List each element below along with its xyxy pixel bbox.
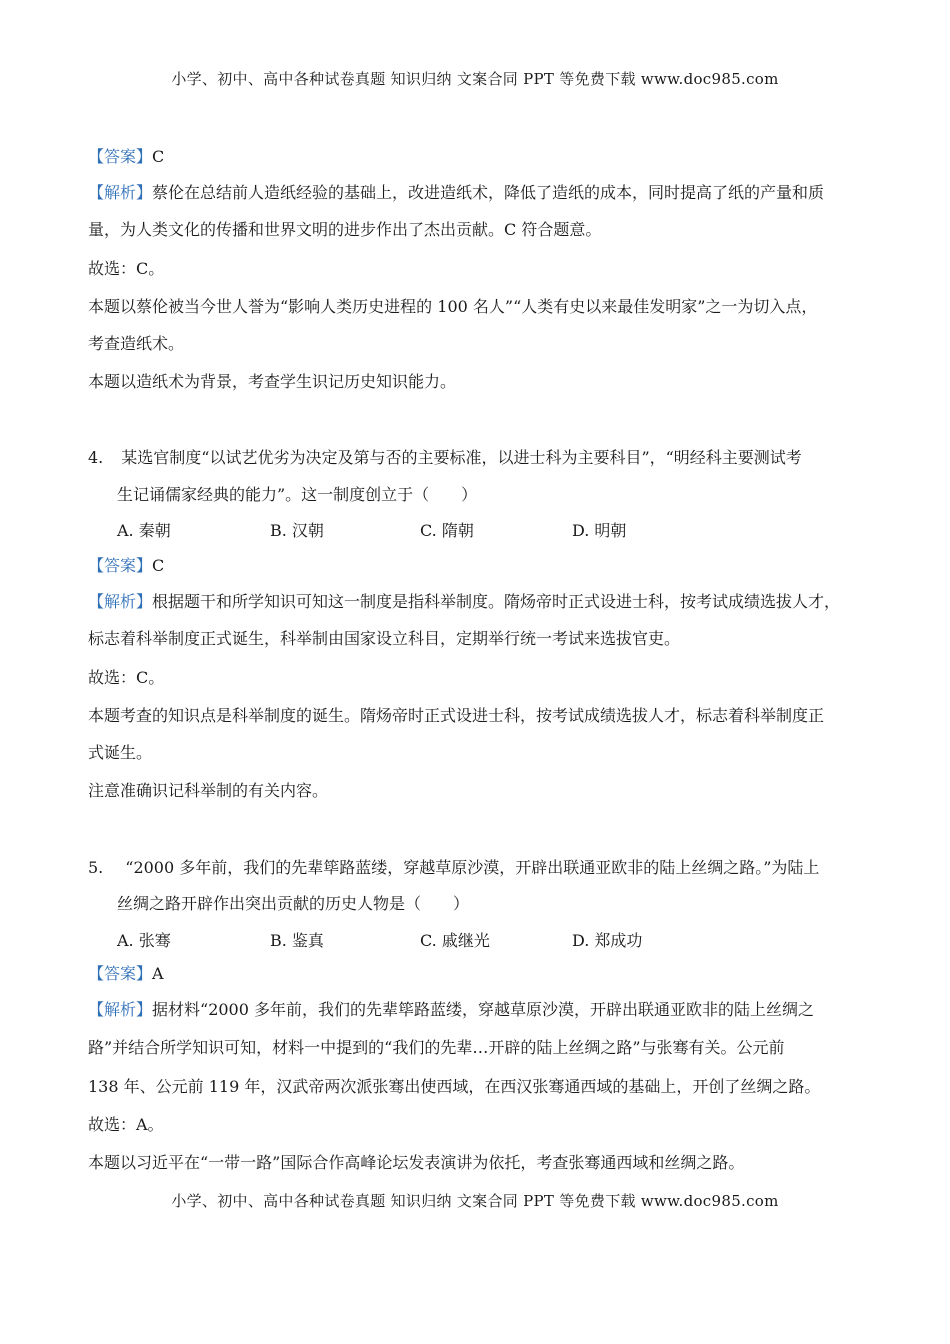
q5-answer-line <box>88 964 164 984</box>
q5-option-b: B. 鉴真 <box>270 931 324 950</box>
q4-note-2: 式诞生。 <box>88 743 153 762</box>
q3-analysis-text-1: 蔡伦在总结前人造纸经验的基础上，改进造纸术，降低了造纸的成本，同时提高了纸的产量和质 <box>152 183 825 202</box>
q3-note-3: 本题以造纸术为背景，考查学生识记历史知识能力。 <box>88 372 457 391</box>
q5-analysis-line-3: 138 年、公元前 119 年，汉武帝两次派张骞出使西域，在西汉张骞通西域的基础上，开创了丝绸之路。 <box>88 1077 821 1096</box>
q5-stem-line-2: 丝绸之路开辟作出突出贡献的历史人物是（ ） <box>117 894 470 913</box>
q4-note-3: 注意准确识记科举制的有关内容。 <box>88 781 329 800</box>
q4-answer-line <box>88 556 164 576</box>
q4-option-a: A. 秦朝 <box>117 521 171 540</box>
q5-analysis-text-1: 据材料“2000 多年前，我们的先辈筚路蓝缕，穿越草原沙漠，开辟出联通亚欧非的陆上丝绸之 <box>152 1000 815 1019</box>
q4-stem-line-1 <box>88 448 802 468</box>
q4-number: 4. <box>88 448 104 467</box>
q4-option-c: C. 隋朝 <box>420 521 474 540</box>
q4-option-b: B. 汉朝 <box>270 521 324 540</box>
q5-number: 5. <box>88 858 104 877</box>
q3-choose: 故选：C。 <box>88 259 165 278</box>
q5-answer: A <box>152 964 164 983</box>
page-header: 小学、初中、高中各种试卷真题 知识归纳 文案合同 PPT 等免费下载 www.doc985.com <box>171 70 779 88</box>
answer-label: 【答案】 <box>88 964 153 983</box>
q5-option-a: A. 张骞 <box>117 931 171 950</box>
q5-analysis-line-1 <box>88 1000 814 1020</box>
q5-option-d: D. 郑成功 <box>572 931 643 950</box>
q4-analysis-line-2: 标志着科举制度正式诞生，科举制由国家设立科目，定期举行统一考试来选拔官吏。 <box>88 629 681 648</box>
q3-answer-line <box>88 147 164 167</box>
q4-stem-line-2: 生记诵儒家经典的能力”。这一制度创立于（ ） <box>117 485 478 504</box>
answer-label: 【答案】 <box>88 556 153 575</box>
q4-answer: C <box>152 556 165 575</box>
q3-note-2: 考查造纸术。 <box>88 334 185 353</box>
q3-analysis-line-2: 量，为人类文化的传播和世界文明的进步作出了杰出贡献。C 符合题意。 <box>88 220 602 239</box>
q5-option-c: C. 戚继光 <box>420 931 490 950</box>
q5-stem-line-1 <box>88 858 819 878</box>
q3-analysis-line-1 <box>88 183 824 203</box>
page-footer: 小学、初中、高中各种试卷真题 知识归纳 文案合同 PPT 等免费下载 www.doc985.com <box>171 1192 779 1210</box>
q5-analysis-line-2: 路”并结合所学知识可知，材料一中提到的“我们的先辈…开辟的陆上丝绸之路”与张骞有关。公元前 <box>88 1038 785 1057</box>
analysis-label: 【解析】 <box>88 1000 153 1019</box>
analysis-label: 【解析】 <box>88 592 153 611</box>
q5-choose: 故选：A。 <box>88 1115 164 1134</box>
q4-stem-text-1: 某选官制度“以试艺优劣为决定及第与否的主要标准，以进士科为主要科目”，“明经科主要测试考 <box>121 448 802 467</box>
q4-note-1: 本题考查的知识点是科举制度的诞生。隋炀帝时正式设进士科，按考试成绩选拔人才，标志着科举制度正 <box>88 706 825 725</box>
q4-choose: 故选：C。 <box>88 668 165 687</box>
q4-analysis-line-1 <box>88 592 840 612</box>
q3-answer: C <box>152 147 165 166</box>
q5-note-1: 本题以习近平在“一带一路”国际合作高峰论坛发表演讲为依托，考查张骞通西域和丝绸之路。 <box>88 1153 745 1172</box>
q4-analysis-text-1: 根据题干和所学知识可知这一制度是指科举制度。隋炀帝时正式设进士科，按考试成绩选拔人才， <box>152 592 841 611</box>
q5-stem-text-1: “2000 多年前，我们的先辈筚路蓝缕，穿越草原沙漠，开辟出联通亚欧非的陆上丝绸之路。”为陆上 <box>125 858 820 877</box>
answer-label: 【答案】 <box>88 147 153 166</box>
q3-note-1: 本题以蔡伦被当今世人誉为“影响人类历史进程的 100 名人”“人类有史以来最佳发明家”之一为切入点， <box>88 297 818 316</box>
analysis-label: 【解析】 <box>88 183 153 202</box>
q4-option-d: D. 明朝 <box>572 521 627 540</box>
